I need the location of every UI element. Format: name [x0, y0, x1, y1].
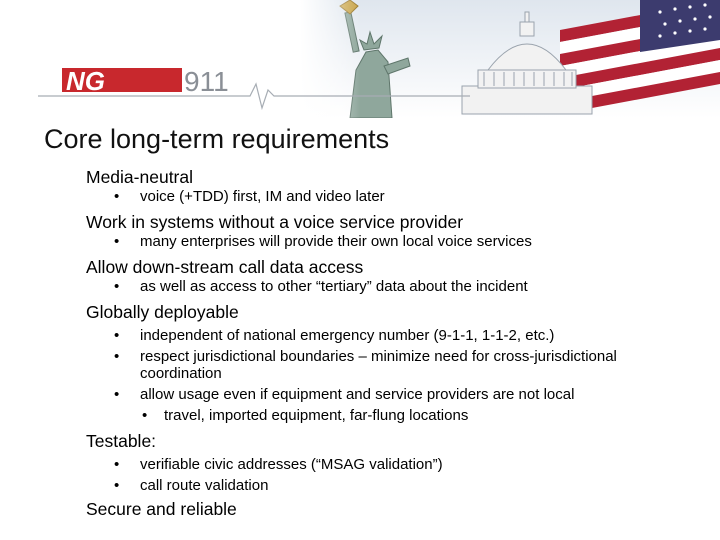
list-item: • voice (+TDD) first, IM and video later	[114, 188, 385, 205]
section-heading: Testable:	[86, 431, 157, 451]
section-heading: Allow down-stream call data access	[86, 257, 364, 277]
logo-number: 911	[184, 66, 229, 97]
requirements-list	[86, 166, 716, 520]
list-item: • many enterprises will provide their own local voice services	[114, 233, 532, 250]
bullet: •	[114, 188, 120, 205]
section-heading: Media-neutral	[86, 167, 193, 187]
header-banner	[0, 0, 720, 118]
bullet: •	[142, 407, 148, 424]
ng911-logo	[62, 66, 229, 97]
sub-list-item: • travel, imported equipment, far-flung locations	[142, 407, 469, 424]
section-heading: Work in systems without a voice service provider	[86, 212, 464, 232]
section-heading: Globally deployable	[86, 302, 239, 322]
bullet: •	[114, 386, 120, 403]
list-item: • verifiable civic addresses (“MSAG validation”)	[114, 456, 443, 473]
bullet: •	[114, 327, 120, 344]
list-item: • call route validation	[114, 477, 269, 494]
bullet: •	[114, 477, 120, 494]
bullet: •	[114, 456, 120, 473]
bullet: •	[114, 348, 120, 365]
bullet: •	[114, 233, 120, 250]
list-item: • respect jurisdictional boundaries – minimize need for cross-jurisdictional coordination	[114, 348, 617, 382]
bullet: •	[114, 278, 120, 295]
list-item: • as well as access to other “tertiary” data about the incident	[114, 278, 528, 295]
logo-prefix: NG	[66, 66, 105, 96]
list-item: • allow usage even if equipment and service providers are not local	[114, 386, 575, 403]
list-item: • independent of national emergency number (9-1-1, 1-1-2, etc.)	[114, 327, 555, 344]
section-heading: Secure and reliable	[86, 499, 237, 519]
slide-title: Core long-term requirements	[44, 124, 390, 154]
